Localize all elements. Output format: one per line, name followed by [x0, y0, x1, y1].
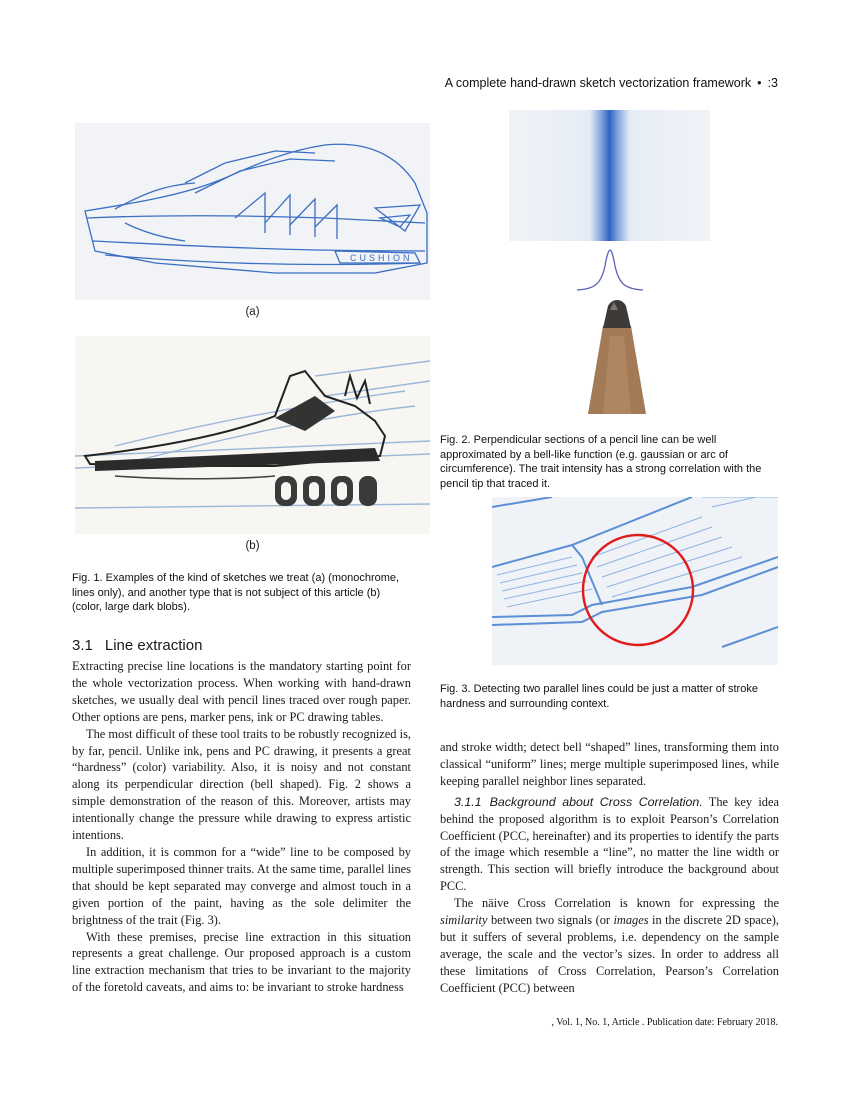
shoe-sketch-color: [75, 336, 430, 534]
paragraph-continued: and stroke width; detect bell “shaped” lines, transforming them into classical “uniform” lines; merge multiple superimposed lines, while keeping parallel neighbor lines separated.: [440, 740, 779, 788]
section-title: Line extraction: [104, 637, 203, 654]
header-bullet: •: [757, 76, 762, 90]
subsection-body: The key idea behind the proposed algorithm is to exploit Pearson’s Correlation Coefficient (PCC, hereinafter) and its properties to identify the parts of the image which resemble a “line”, no matter the line width or strength. This section will briefly introduce the background about PCC.: [440, 794, 779, 894]
running-header-title: A complete hand-drawn sketch vectorization framework: [444, 76, 752, 90]
paragraph-2: The most difficult of these tool traits to be robustly recognized is, by far, pencil. Unlike ink, pens and PC drawing, it presents a great “hardness” (color) variability. Also, it is noisy and not constant along its perpendicular direction (bell shaped). Fig. 2 shows a simple demonstration of the reason of this. Moreover, artists may intentionally change the pressure while drawing to express artistic intentions.: [72, 726, 411, 843]
pcc-text-a: The näive Cross Correlation is known for expressing the: [454, 896, 779, 911]
figure-2-pencil-tip: [548, 296, 686, 414]
figure-1b-label: (b): [245, 540, 260, 552]
right-column-text: [440, 739, 779, 997]
section-number: 3.1: [72, 637, 93, 654]
section-heading: [72, 637, 202, 654]
subsection-number: 3.1.1: [454, 794, 482, 809]
figure-3-caption: Fig. 3. Detecting two parallel lines could be just a matter of stroke hardness and surrounding context.: [440, 683, 758, 710]
subsection-title: Background about Cross Correlation.: [489, 794, 703, 809]
shoe-sketch-blue: [75, 123, 430, 300]
figure-1b-image: [75, 336, 430, 534]
paragraph-1: Extracting precise line locations is the mandatory starting point for the whole vectorization process. When working with hand-drawn sketches, we usually deal with pencil lines traced over rough paper. Other options are pens, marker pens, ink or PC drawing tables.: [72, 659, 411, 724]
running-header: [445, 76, 778, 90]
figure-1-caption: Fig. 1. Examples of the kind of sketches we treat (a) (monochrome, lines only), and another type that is not subject of this article (b) (color, large dark blobs).: [72, 572, 400, 613]
bell-curve: [575, 246, 645, 294]
figure-3-image: [492, 497, 778, 665]
paragraph-3: In addition, it is common for a “wide” line to be composed by multiple superimposed thinner traits. At the same time, parallel lines that should be kept separated may converge and almost touch in a given portion of the paint, having as the sole delimiter the brightness of the trait (Fig. 3).: [72, 844, 411, 927]
bell-curve-plot: [575, 246, 645, 294]
paragraph-pcc: [440, 895, 779, 996]
figure-2-caption: Fig. 2. Perpendicular sections of a pencil line can be well approximated by a bell-like function (e.g. gaussian or arc of circumference). The trait intensity has a strong correlation with the pencil tip that traced it.: [440, 434, 762, 490]
emphasis-similarity: similarity: [440, 913, 488, 928]
pcc-text-b: between two signals (or: [487, 913, 614, 928]
subsection-heading: [440, 795, 703, 809]
emphasis-images: images: [613, 913, 649, 928]
figure-1a-image: [75, 123, 430, 300]
paragraph-4: With these premises, precise line extraction in this situation represents a great challenge. Our proposed approach is a custom line extraction mechanism that tries to be invariant to the majority of the foretold caveats, and aims to: be invariant to stroke hardness: [72, 929, 411, 995]
page-footer: , Vol. 1, No. 1, Article . Publication date: February 2018.: [551, 1017, 778, 1028]
pencil-line-closeup: [509, 110, 710, 241]
parallel-lines-closeup: [492, 497, 778, 665]
figure-1a-label: (a): [245, 306, 260, 318]
subsection-paragraph: [440, 794, 779, 895]
left-column-text: [72, 658, 411, 996]
page-number: :3: [767, 76, 778, 90]
svg-text:CUSHION: CUSHION: [350, 253, 413, 263]
figure-2-line-closeup: [509, 110, 710, 241]
pcc-text-c: in the discrete 2D space), but it suffers of several problems, i.e. dependency on the sample average, the scale and the vector’s sizes. In order to address all these limitations of Cross Correlation, Pearson’s Correlation Coefficient (PCC) between: [440, 913, 779, 995]
pencil-tip-photo: [548, 296, 686, 414]
